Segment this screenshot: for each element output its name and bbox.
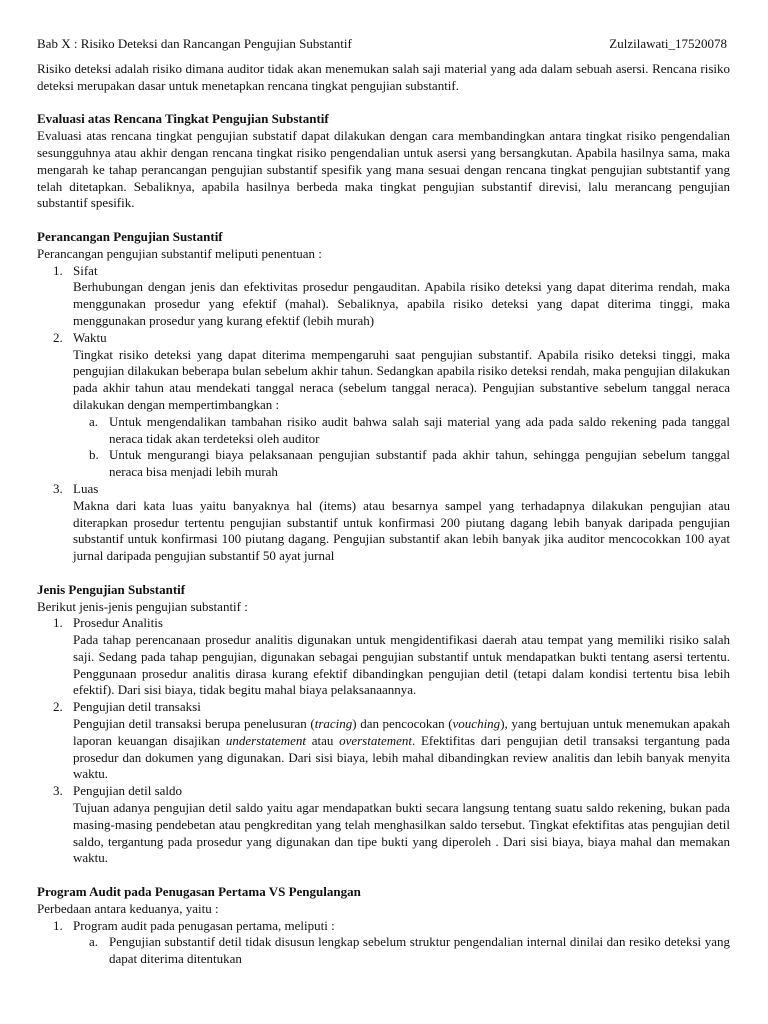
italic-term-overstatement: overstatement [339, 732, 412, 748]
list-item-label: Luas [73, 480, 99, 496]
section-title-program: Program Audit pada Penugasan Pertama VS Pengulangan [37, 884, 361, 900]
list-item-body: Berhubungan dengan jenis dan efektivitas prosedur pengauditan. Apabila risiko deteksi yang dapat diterima rendah, maka menggunakan prosedur yang efektif (mahal). Sebaliknya, apabila risiko deteksi yang dapat diterima tinggi, maka menggunakan prosedur yang kurang efektif (lebih murah) [73, 279, 730, 328]
sub-list-item [37, 447, 730, 481]
header-author: Zulzilawati_17520078 [609, 36, 727, 51]
list-item-label: Pengujian detil saldo [73, 783, 183, 799]
header-chapter-title: Bab X : Risiko Deteksi dan Rancangan Pengujian Substantif [37, 36, 352, 51]
evaluasi-paragraph: Evaluasi atas rencana tingkat pengujian substatif dapat dilakukan dengan cara membandingkan antara tingkat risiko pengendalian sesungguhnya atau akhir dengan rencana tingkat risiko pengendalian untuk asersi yang bersangkutan. Apabila hasilnya sama, maka mengarah ke tahap perancangan pengujian substantif spesifik yang mana sesuai dengan rencana tingkat pengujian subtstantif yang telah ditetapkan. Sebaliknya, apabila hasilnya berbeda maka tingkat pengujian substantif direvisi, lalu merancang pengujian substantif spesifik. [37, 128, 730, 211]
list-number: 2. [53, 329, 63, 345]
list-item [37, 783, 730, 867]
sub-list-marker: a. [89, 934, 99, 950]
list-item-body: Pada tahap perencanaan prosedur analitis digunakan untuk mengidentifikasi daerah atau tempat yang memiliki risiko salah saji. Sedang pada tahap pengujian, digunakan sebagai pengujian substantif untuk mendapatkan bukti tentang asersi tertentu. Penggunaan prosedur analitis dirasa kurang efektif dibandingkan pengujian detil (tetapi dalam kondisi tertentu bisa lebih efektif). Dari sisi biaya, tidak begitu mahal biaya pelaksanaannya. [73, 632, 730, 698]
sub-list-text: Pengujian substantif detil tidak disusun lengkap sebelum struktur pengendalian internal dinilai dan resiko deteksi yang dapat diterima ditentukan [109, 934, 730, 967]
list-item-label: Program audit pada penugasan pertama, meliputi : [73, 917, 335, 933]
italic-term-understatement: understatement [225, 732, 306, 748]
text-run: ) dan pencocokan ( [352, 716, 453, 732]
list-number: 1. [53, 917, 63, 933]
list-item-label: Prosedur Analitis [73, 615, 163, 631]
list-item-label: Waktu [73, 329, 107, 345]
list-item [37, 699, 730, 783]
page-header [37, 36, 727, 52]
list-number: 1. [53, 615, 63, 631]
list-item-label: Pengujian detil transaksi [73, 699, 201, 715]
list-item [37, 615, 730, 699]
list-item [37, 918, 730, 968]
list-item [37, 330, 730, 481]
text-run: ), yang bertujuan untuk menemukan apakah laporan keuangan disajikan [73, 716, 730, 748]
list-item-body: Makna dari kata luas yaitu banyaknya hal (items) atau besarnya sampel yang terhadapnya dilakukan pengujian atau diterapkan prosedur tertentu pengujian substantif untuk konfirmasi 200 piutang dagang lebih banyak daripada pengujian substantif untuk konfirmasi 100 piutang dagang. Pengujian substantif akan lebih banyak jika auditor mencocokkan 100 ayat jurnal daripada pengujian substantif 50 ayat jurnal [73, 497, 730, 564]
section-title-perancangan: Perancangan Pengujian Sustantif [37, 228, 223, 244]
italic-term-tracing: tracing [314, 716, 353, 732]
perancangan-lead: Perancangan pengujian substantif meliputi penentuan : [37, 245, 322, 261]
sub-list-item [37, 934, 730, 968]
list-item-body: Tujuan adanya pengujian detil saldo yaitu agar mendapatkan bukti secara langsung tentang suatu saldo rekening, bukan pada masing-masing pendebetan atau pengkreditan yang telah menghasilkan saldo tersebut. Tingkat efektifitas atas pengujian detil saldo, tergantung pada prosedur yang digunakan dan tipe bukti yang diperoleh . Dari sisi biaya, biaya mahal dan memakan waktu. [73, 800, 730, 866]
text-run: atau [306, 732, 340, 748]
perancangan-list [37, 263, 730, 565]
text-run: . Efektifitas dari pengujian detil transaksi tergantung pada prosedur dan dokumen yang digunakan. Dari sisi biaya, lebih mahal dibandingkan review analitis dan lebih banyak menyita waktu. [73, 732, 730, 782]
jenis-list [37, 615, 730, 867]
list-number: 3. [53, 783, 63, 799]
sub-list-text: Untuk mengurangi biaya pelaksanaan pengujian substantif pada akhir tahun, sehingga pengujian sebelum tanggal neraca bisa menjadi lebih murah [109, 447, 730, 480]
section-title-jenis: Jenis Pengujian Substantif [37, 581, 186, 597]
list-number: 3. [53, 480, 63, 496]
sub-list-item [37, 414, 730, 448]
section-title-evaluasi: Evaluasi atas Rencana Tingkat Pengujian Substantif [37, 111, 329, 127]
intro-paragraph: Risiko deteksi adalah risiko dimana auditor tidak akan menemukan salah saji material yang ada dalam sebuah asersi. Rencana risiko deteksi merupakan dasar untuk menetapkan rencana tingkat pengujian substantif. [37, 61, 730, 93]
list-number: 2. [53, 699, 63, 715]
jenis-lead: Berikut jenis-jenis pengujian substantif : [37, 598, 248, 614]
program-list [37, 918, 730, 968]
program-lead: Perbedaan antara keduanya, yaitu : [37, 900, 219, 916]
list-number: 1. [53, 262, 63, 278]
list-item-label: Sifat [73, 262, 98, 278]
document-body [37, 61, 730, 968]
italic-term-vouching: vouching [452, 716, 501, 732]
sub-list-marker: a. [89, 413, 99, 429]
text-run: Pengujian detil transaksi berupa penelusuran ( [73, 716, 315, 732]
list-item-body: Tingkat risiko deteksi yang dapat diterima mempengaruhi saat pengujian substantif. Apabila risiko deteksi tinggi, maka pengujian dilakukan beberapa bulan sebelum akhir tahun. Sedangkan apabila risiko deteksi rendah, maka pengujian dilakukan pada akhir tahun atau mendekati tanggal neraca (sebelum tanggal neraca). Pengujian substantive sebelum tanggal neraca dilakukan dengan mempertimbangkan : [73, 346, 730, 412]
sub-list-text: Untuk mengendalikan tambahan risiko audit bahwa salah saji material yang ada pada saldo rekening pada tanggal neraca tidak akan terdeteksi oleh auditor [109, 413, 730, 446]
list-item [37, 263, 730, 330]
sub-list-marker: b. [89, 447, 99, 463]
list-item [37, 481, 730, 565]
list-item-body [37, 716, 730, 783]
